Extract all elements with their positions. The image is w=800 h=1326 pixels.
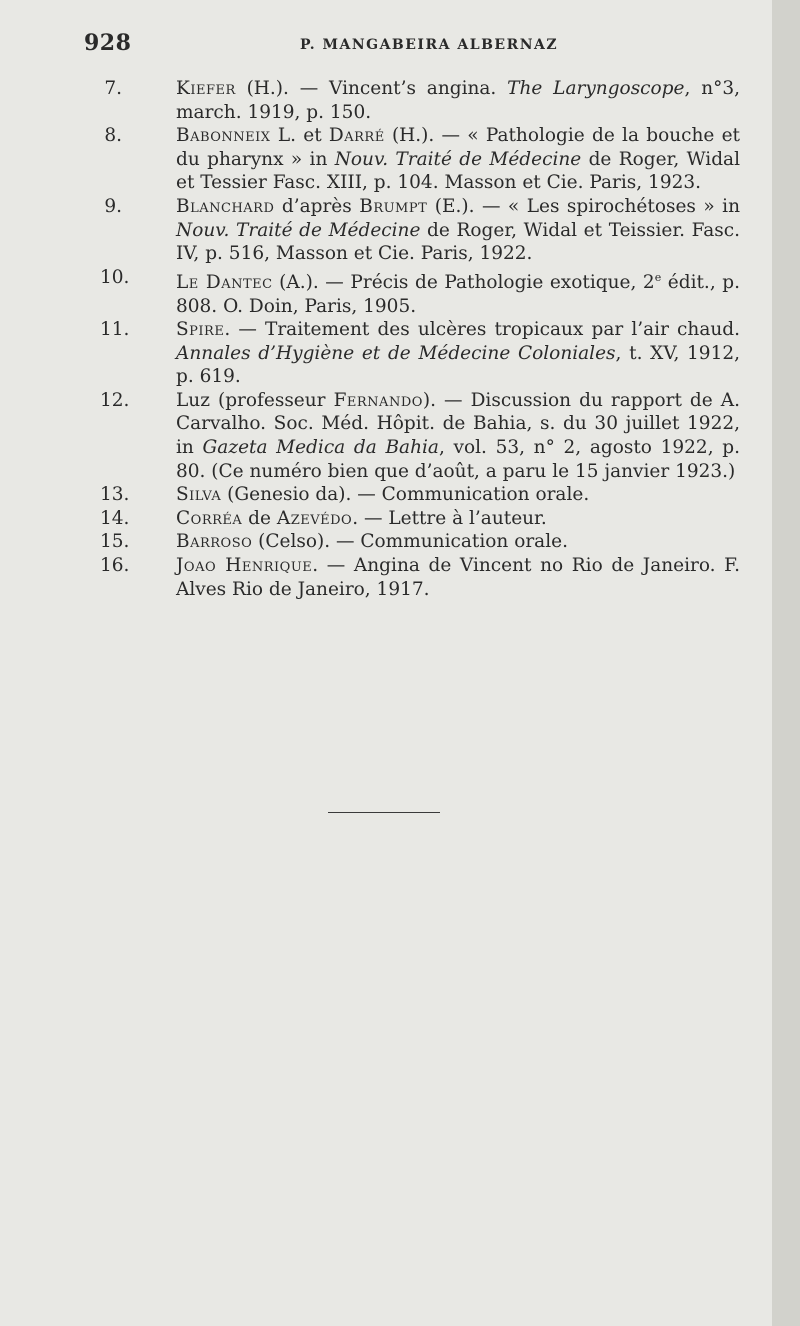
reference-item [100, 530, 740, 554]
reference-item [100, 124, 740, 195]
reference-text: Kiefer (H.). — Vincent’s angina. The Laryngoscope, n°3, march. 1919, p. 150. [176, 78, 741, 123]
reference-text: Barroso (Celso). — Communication orale. [176, 531, 568, 553]
reference-number: 9. [104, 195, 122, 217]
reference-item [100, 554, 740, 601]
reference-number: 12. [100, 389, 130, 411]
reference-number: 7. [104, 78, 122, 99]
reference-text: Babonneix L. et Darré (H.). — « Pathologie de la bouche et du pharynx » in Nouv. Traité de Médecine de Roger, Widal et Tessier Fasc. XIII, p. 104. Masson et Cie. Paris, 1923. [176, 125, 740, 194]
reference-text: Silva (Genesio da). — Communication orale. [176, 484, 590, 506]
reference-item [100, 195, 740, 266]
reference-item [100, 483, 740, 507]
reference-text: Corréa de Azevédo. — Lettre à l’auteur. [176, 507, 547, 529]
reference-item [100, 507, 740, 531]
reference-number: 11. [100, 319, 130, 341]
reference-item [100, 318, 740, 389]
reference-item [100, 389, 740, 483]
reference-number: 8. [104, 125, 122, 147]
reference-text: Spire. — Traitement des ulcères tropicaux par l’air chaud. Annales d’Hygiène et de Médecine Coloniales, t. XV, 1912, p. 619. [176, 319, 740, 388]
running-head: P. MANGABEIRA ALBERNAZ [300, 37, 559, 53]
reference-text: Joao Henrique. — Angina de Vincent no Rio de Janeiro. F. Alves Rio de Janeiro, 1917. [176, 555, 741, 600]
section-rule [328, 812, 440, 813]
reference-number: 15. [100, 531, 130, 553]
reference-number: 10. [100, 266, 130, 288]
reference-number: 13. [100, 484, 130, 506]
reference-number: 14. [100, 507, 130, 529]
reference-item [100, 77, 740, 124]
reference-text: Blanchard d’après Brumpt (E.). — « Les spirochétoses » in Nouv. Traité de Médecine de Roger, Widal et Teissier. Fasc. IV, p. 516, Masson et Cie. Paris, 1922. [176, 195, 740, 265]
reference-text: Luz (professeur Fernando). — Discussion du rapport de A. Carvalho. Soc. Méd. Hôpit. de Bahia, s. du 30 juillet 1922, in Gazeta Medica da Bahia, vol. 53, n° 2, agosto 1922, p. 80. (Ce numéro bien que d’août, a paru le 15 janvier 1923.) [176, 389, 740, 482]
reference-number: 16. [100, 555, 130, 577]
reference-text: Le Dantec (A.). — Précis de Pathologie exotique, 2e édit., p. 808. O. Doin, Paris, 1905. [176, 270, 741, 317]
reference-item [100, 266, 740, 318]
page-edge [772, 0, 800, 1326]
page-number: 928 [84, 30, 132, 56]
reference-list [100, 77, 740, 601]
page-header [84, 30, 734, 60]
